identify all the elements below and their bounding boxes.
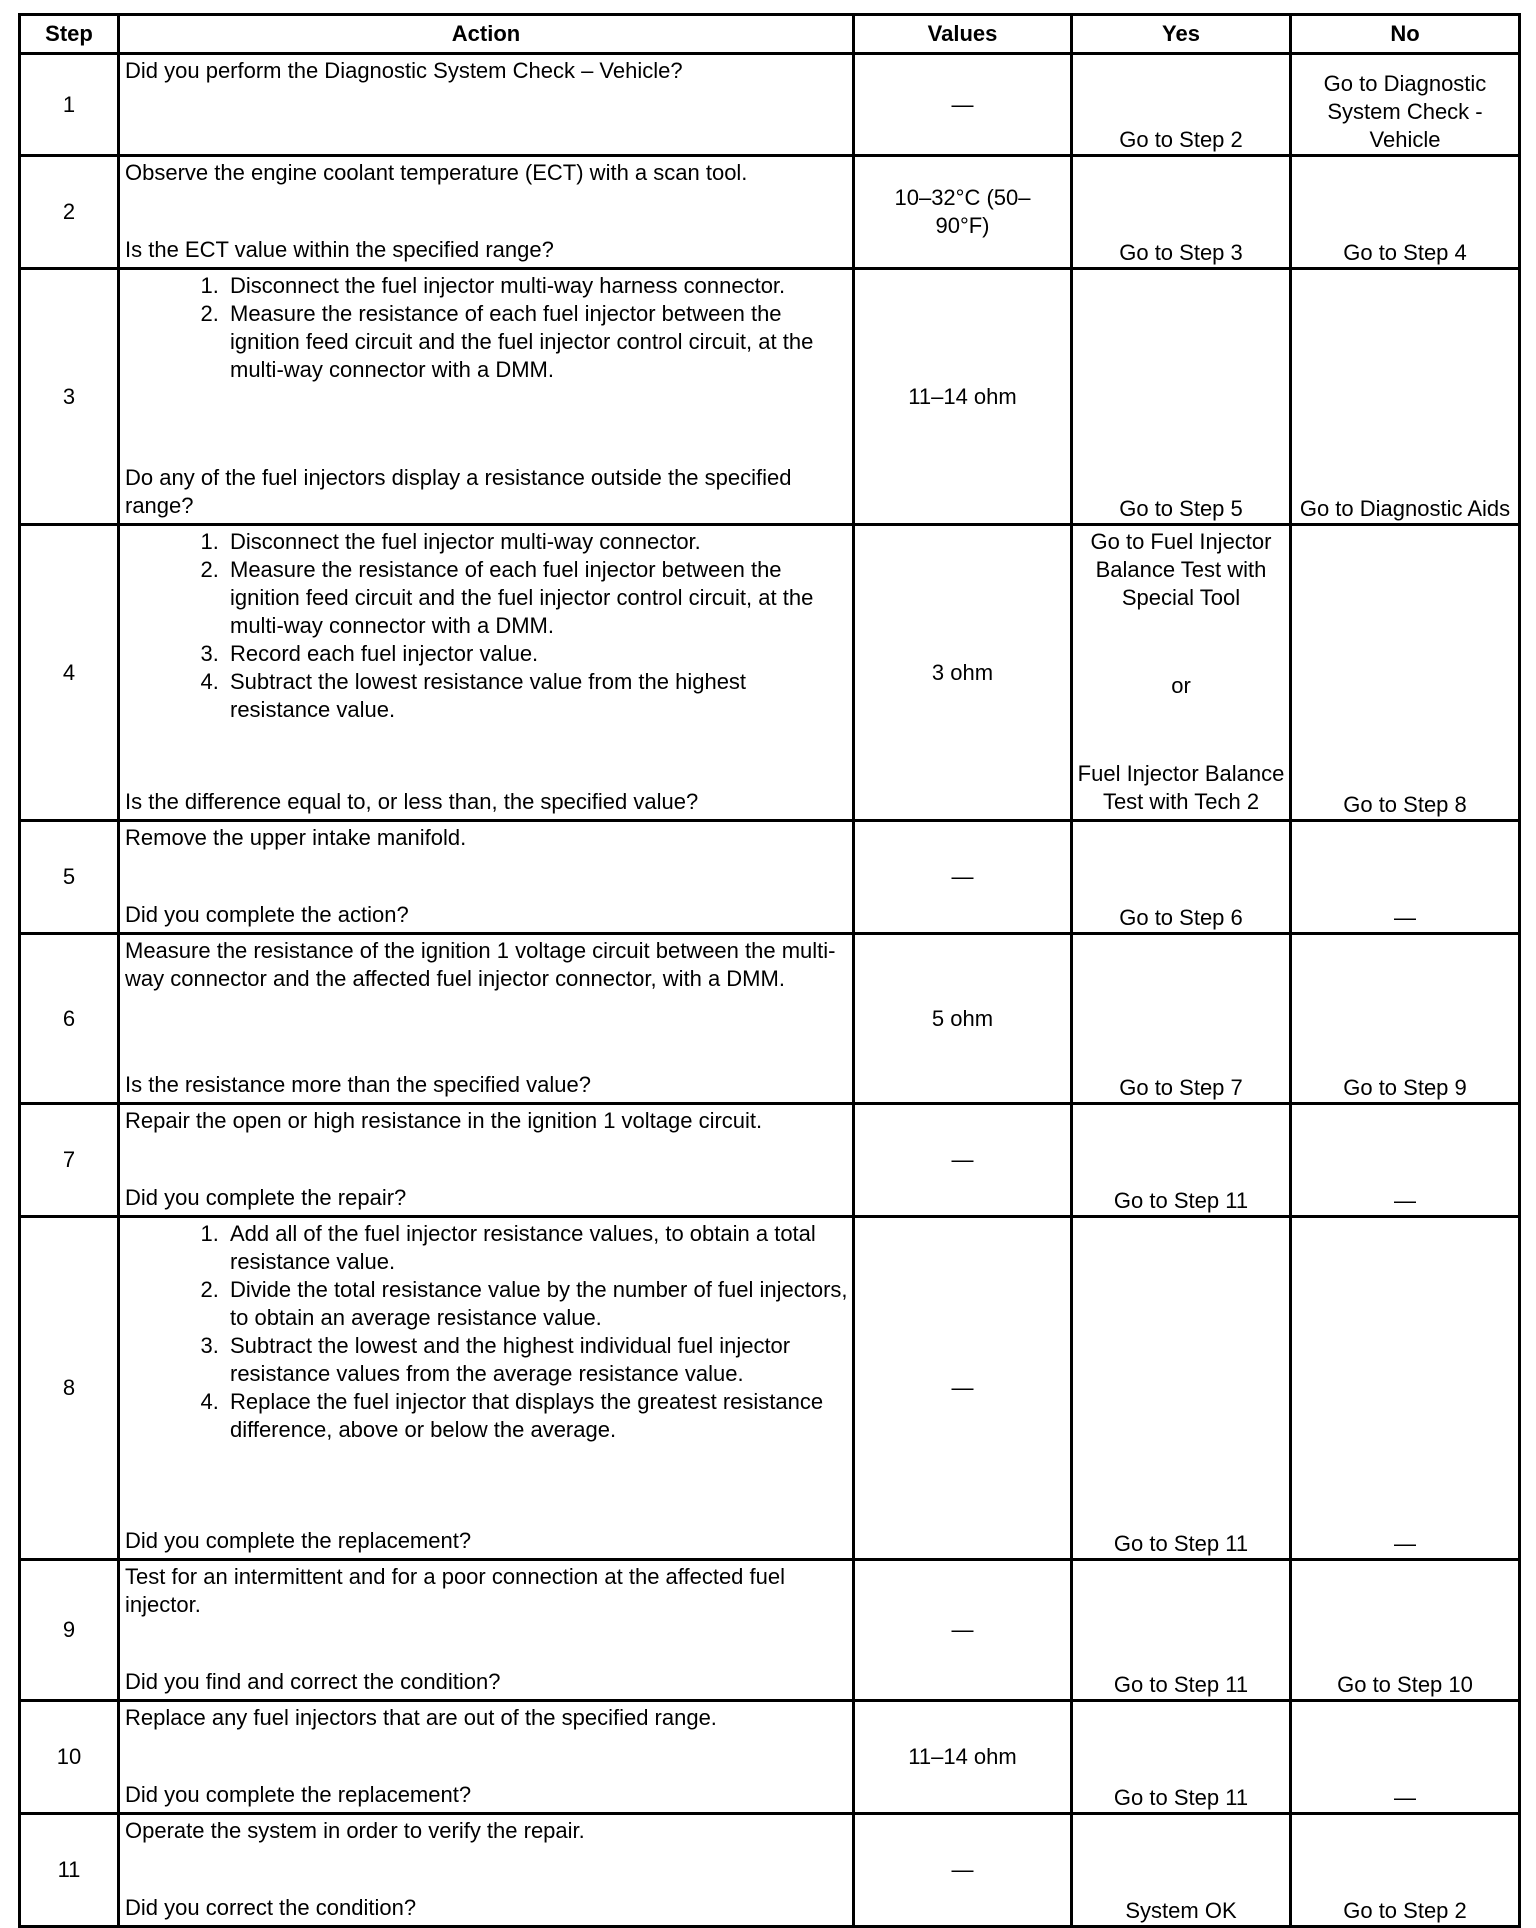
yes-cell: Go to Step 3 [1072,156,1291,269]
action-text: Test for an intermittent and for a poor connection at the affected fuel injector. [125,1564,785,1617]
no-cell: Go to Step 10 [1291,1560,1520,1701]
list-item: 2. Measure the resistance of each fuel injector between the ignition feed circuit and the fuel injector control circuit, at the multi-way connector with a DMM. [225,300,848,384]
step-number: 3 [20,269,119,525]
header-step: Step [20,15,119,54]
yes-cell: Go to Step 5 [1072,269,1291,525]
action-cell [119,1217,854,1560]
no-cell: — [1291,821,1520,934]
action-text: Operate the system in order to verify the repair. [125,1818,585,1843]
no-cell: — [1291,1701,1520,1814]
action-list [125,1220,848,1444]
action-question: Is the resistance more than the specified value? [125,1072,591,1097]
no-cell: Go to Diagnostic System Check - Vehicle [1291,54,1520,156]
action-text: Replace any fuel injectors that are out of the specified range. [125,1705,717,1730]
yes-option-tech2: Fuel Injector Balance Test with Tech 2 [1077,761,1285,814]
list-item: 3. Subtract the lowest and the highest individual fuel injector resistance values from the average resistance value. [225,1332,848,1388]
step-number: 6 [20,934,119,1104]
values-cell: — [854,821,1072,934]
header-row [20,15,1520,54]
list-item: 1. Disconnect the fuel injector multi-way harness connector. [225,272,848,300]
list-item: 3. Record each fuel injector value. [225,640,848,668]
yes-or-text: or [1171,673,1191,698]
step-number: 8 [20,1217,119,1560]
list-item: 4. Subtract the lowest resistance value from the highest resistance value. [225,668,848,724]
action-cell [119,821,854,934]
values-cell: 11–14 ohm [854,1701,1072,1814]
yes-cell: Go to Step 11 [1072,1217,1291,1560]
table-row [20,934,1520,1104]
yes-cell [1072,525,1291,821]
step-number: 2 [20,156,119,269]
action-question: Did you find and correct the condition? [125,1669,501,1694]
action-list [125,272,848,384]
action-text: Did you perform the Diagnostic System Check – Vehicle? [125,58,683,83]
values-cell: — [854,1104,1072,1217]
values-cell: 5 ohm [854,934,1072,1104]
list-item: 4. Replace the fuel injector that displays the greatest resistance difference, above or below the average. [225,1388,848,1444]
table-row [20,1217,1520,1560]
table-row [20,156,1520,269]
no-cell: Go to Step 4 [1291,156,1520,269]
yes-cell: Go to Step 11 [1072,1560,1291,1701]
yes-option-special-tool: Go to Fuel Injector Balance Test with Special Tool [1090,529,1272,610]
action-question: Did you correct the condition? [125,1895,417,1920]
list-item: 2. Divide the total resistance value by the number of fuel injectors, to obtain an average resistance value. [225,1276,848,1332]
list-item: 1. Add all of the fuel injector resistance values, to obtain a total resistance value. [225,1220,848,1276]
header-action: Action [119,15,854,54]
action-cell [119,1814,854,1927]
step-number: 10 [20,1701,119,1814]
action-cell [119,1560,854,1701]
action-question: Is the ECT value within the specified range? [125,237,554,262]
table-row [20,1701,1520,1814]
table-row [20,269,1520,525]
action-cell [119,1701,854,1814]
step-number: 11 [20,1814,119,1927]
step-number: 9 [20,1560,119,1701]
no-cell: Go to Step 9 [1291,934,1520,1104]
step-number: 7 [20,1104,119,1217]
values-cell: — [854,54,1072,156]
action-question: Did you complete the repair? [125,1185,407,1210]
values-cell: — [854,1814,1072,1927]
action-cell [119,1104,854,1217]
table-row [20,821,1520,934]
step-number: 4 [20,525,119,821]
action-cell [119,525,854,821]
action-text: Repair the open or high resistance in the ignition 1 voltage circuit. [125,1108,763,1133]
action-question: Did you complete the action? [125,902,409,927]
values-cell: — [854,1217,1072,1560]
yes-cell: Go to Step 6 [1072,821,1291,934]
step-number: 1 [20,54,119,156]
yes-cell: Go to Step 7 [1072,934,1291,1104]
no-cell: Go to Step 2 [1291,1814,1520,1927]
action-question: Did you complete the replacement? [125,1782,472,1807]
list-item: 2. Measure the resistance of each fuel injector between the ignition feed circuit and the fuel injector control circuit, at the multi-way connector with a DMM. [225,556,848,640]
table-row [20,1560,1520,1701]
step-number: 5 [20,821,119,934]
action-text: Measure the resistance of the ignition 1 voltage circuit between the multi-way connector and the affected fuel injector connector, with a DMM. [125,938,836,991]
action-question: Do any of the fuel injectors display a resistance outside the specified range? [125,465,792,518]
table-row [20,525,1520,821]
yes-cell: System OK [1072,1814,1291,1927]
action-list [125,528,848,724]
action-cell [119,269,854,525]
header-yes: Yes [1072,15,1291,54]
yes-cell: Go to Step 11 [1072,1701,1291,1814]
no-cell: — [1291,1217,1520,1560]
values-cell: 3 ohm [854,525,1072,821]
header-values: Values [854,15,1072,54]
table-row [20,1104,1520,1217]
yes-cell: Go to Step 2 [1072,54,1291,156]
action-question: Is the difference equal to, or less than, the specified value? [125,789,699,814]
diagnostic-table [18,13,1521,1928]
no-cell: Go to Step 8 [1291,525,1520,821]
action-cell [119,156,854,269]
yes-cell: Go to Step 11 [1072,1104,1291,1217]
no-cell: Go to Diagnostic Aids [1291,269,1520,525]
values-cell: 10–32°C (50–90°F) [854,156,1072,269]
action-question: Did you complete the replacement? [125,1528,472,1553]
action-text: Remove the upper intake manifold. [125,825,467,850]
values-cell: 11–14 ohm [854,269,1072,525]
values-cell: — [854,1560,1072,1701]
action-cell [119,934,854,1104]
no-cell: — [1291,1104,1520,1217]
list-item: 1. Disconnect the fuel injector multi-way connector. [225,528,848,556]
action-text: Observe the engine coolant temperature (ECT) with a scan tool. [125,160,748,185]
table-row [20,54,1520,156]
action-cell [119,54,854,156]
header-no: No [1291,15,1520,54]
table-row [20,1814,1520,1927]
